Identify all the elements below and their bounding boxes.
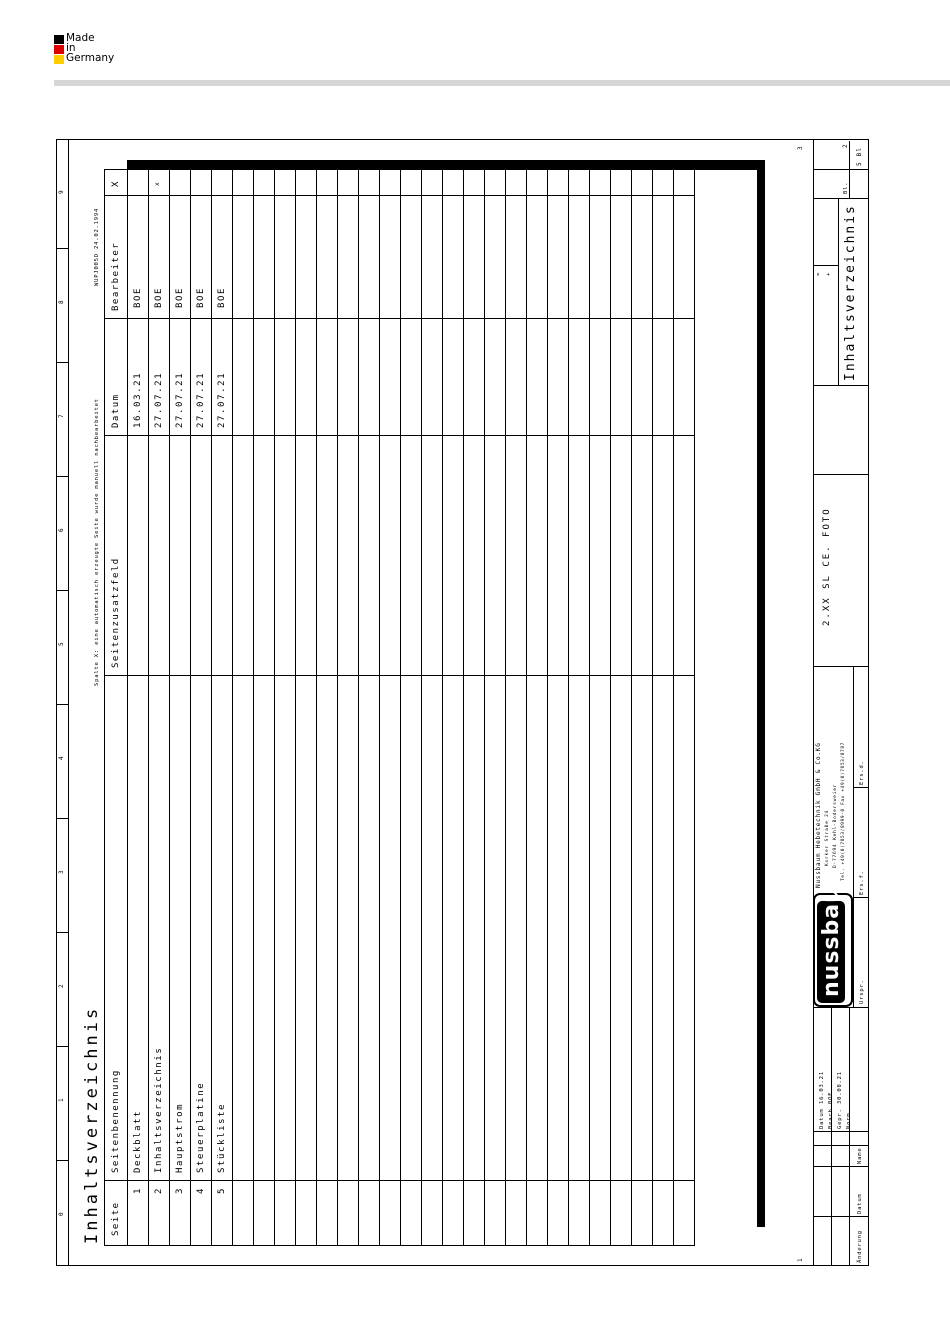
manual-edit-note: Spalte X: eine automatisch erzeugte Seite wurde manuell nachbearbeitet (94, 398, 100, 686)
made-in-germany-badge (54, 32, 134, 68)
table-row-line (253, 169, 254, 1246)
row-1-datum: 16.03.21 (133, 371, 143, 428)
table-header-divider (127, 169, 128, 1246)
table-row-line (148, 169, 149, 1246)
row-4-datum: 27.07.21 (196, 371, 206, 428)
company-name: Nussbaum Hebetechnik GmbH & Co.KG (815, 742, 822, 888)
tb-divider-5 (813, 385, 868, 386)
table-left-border (104, 1245, 694, 1246)
table-row-line (232, 169, 233, 1246)
col-divider-datum (104, 318, 694, 319)
next-page-number: 3 (797, 145, 804, 150)
badge-line-1: Made (66, 32, 95, 44)
zone-ruler-line (68, 139, 69, 1266)
table-row-line (526, 169, 527, 1246)
table-row-line (358, 169, 359, 1246)
tb-divider-2 (813, 1007, 868, 1008)
tb-divider-1 (813, 1166, 868, 1167)
zone-3: 3 (58, 870, 65, 874)
zone-6: 6 (58, 528, 65, 532)
row-4-bearbeiter: BOE (196, 286, 206, 308)
table-row-line (610, 169, 611, 1246)
row-3-benennung: Hauptstrom (175, 1102, 185, 1173)
title-block-top (813, 139, 814, 1266)
row-3-seite: 3 (175, 1186, 185, 1194)
zone-9: 9 (58, 190, 65, 194)
ersd-label: Ers.d. (859, 760, 865, 785)
nussbaum-logo (813, 862, 855, 1007)
badge-line-2: in (66, 42, 76, 54)
flag-stripe-black (54, 35, 64, 44)
row-2-bearbeiter: BOE (154, 286, 164, 308)
badge-line-3: Germany (66, 52, 115, 64)
table-row-line (463, 169, 464, 1246)
header-seite: Seite (111, 1201, 121, 1236)
row-4-seite: 4 (196, 1186, 206, 1194)
zone-4: 4 (58, 756, 65, 760)
table-row-line (316, 169, 317, 1246)
row-3-datum: 27.07.21 (175, 371, 185, 428)
table-row-line (400, 169, 401, 1246)
zone-7: 7 (58, 414, 65, 418)
row-5-datum: 27.07.21 (217, 371, 227, 428)
table-row-line (274, 169, 275, 1246)
prev-page-number: 1 (797, 1257, 804, 1262)
row-1-benennung: Deckblatt (133, 1109, 143, 1173)
logo-text: nussbaum (819, 862, 844, 997)
flag-stripe-red (54, 45, 64, 54)
table-top-border (104, 169, 105, 1246)
header-x: X (111, 180, 121, 187)
zone-2: 2 (58, 984, 65, 988)
gepr-label: Gepr. (837, 1108, 843, 1129)
table-row-line (694, 169, 695, 1246)
table-row-line (673, 169, 674, 1246)
table-row-line (295, 169, 296, 1246)
plus-marker: + (826, 271, 832, 276)
row-1-bearbeiter: BOE (133, 286, 143, 308)
table-row-line (589, 169, 590, 1246)
sheet-total: 5 Bl (856, 146, 863, 166)
row-5-benennung: Stückliste (217, 1102, 227, 1173)
datum-value: 16.03.21 (819, 1071, 825, 1104)
datum-label: Datum (819, 1108, 825, 1129)
tb-divider-3 (813, 666, 868, 667)
table-row-line (505, 169, 506, 1246)
table-row-line (169, 169, 170, 1246)
row-5-bearbeiter: BOE (217, 286, 227, 308)
norm-label: Norm (846, 1112, 852, 1129)
product-name: 2.XX SL CE. FOTO (822, 507, 832, 626)
row-4-benennung: Steuerplatine (196, 1081, 206, 1173)
flag-stripe-gold (54, 55, 64, 64)
title-block-page-title: Inhaltsverzeichnis (843, 204, 858, 381)
row-2-seite: 2 (154, 1186, 164, 1194)
row-3-bearbeiter: BOE (175, 286, 185, 308)
aenderung-datum-label: Datum (857, 1193, 863, 1214)
table-row-line (442, 169, 443, 1246)
row-2-x-mark: x (154, 181, 161, 186)
header-benennung: Seitenbenennung (111, 1069, 121, 1173)
col-divider-bearbeiter (104, 195, 694, 196)
company-street: Korker Straße 24 (825, 809, 830, 866)
table-row-line (337, 169, 338, 1246)
table-row-line (211, 169, 212, 1246)
table-row-line (568, 169, 569, 1246)
tb-divider-4 (813, 474, 868, 475)
col-divider-seite (104, 1180, 694, 1181)
col-divider-zusatz (104, 435, 694, 436)
header-datum: Datum (111, 393, 121, 428)
tb-divider-6 (813, 198, 868, 199)
drawing-sheet (56, 139, 869, 1266)
eq-marker: = (816, 271, 822, 276)
table-row-line (484, 169, 485, 1246)
template-code: WUPJ005D 24.02.1994 (94, 207, 100, 286)
ersf-label: Ers.f. (859, 870, 865, 895)
table-row-line (421, 169, 422, 1246)
gepr-value: 30.08.21 (837, 1071, 843, 1104)
table-row-line (631, 169, 632, 1246)
zone-1: 1 (58, 1098, 65, 1102)
scan-bar-bottom (757, 160, 765, 1227)
urspr-label: Urspr. (859, 979, 865, 1004)
table-row-line (652, 169, 653, 1246)
sheet-bl-label: Bl. (843, 181, 849, 194)
zone-5: 5 (58, 642, 65, 646)
row-2-benennung: Inhaltsverzeichnis (154, 1046, 164, 1173)
table-row-line (379, 169, 380, 1246)
zone-8: 8 (58, 300, 65, 304)
page-title: Inhaltsverzeichnis (82, 1005, 102, 1244)
company-contact: Tel. +49(0)7853/8999-0 Fax +49(0)7853/8787 (841, 742, 846, 881)
bearb-value: BOE (828, 1091, 834, 1104)
scan-bar-right (127, 160, 765, 170)
aenderung-label: Änderung (857, 1230, 863, 1263)
header-divider (54, 80, 950, 86)
table-row-line (190, 169, 191, 1246)
aenderung-name-label: Name (857, 1147, 863, 1164)
sheet-page-number: 2 (842, 143, 849, 148)
col-divider-benennung (104, 675, 694, 676)
company-city: D-77694 Kehl-Bodersweier (833, 783, 838, 868)
row-1-seite: 1 (133, 1186, 143, 1194)
table-row-line (547, 169, 548, 1246)
bearb-label: Bearb (828, 1108, 834, 1129)
header-bearbeiter: Bearbeiter (111, 241, 121, 311)
row-2-datum: 27.07.21 (154, 371, 164, 428)
row-5-seite: 5 (217, 1186, 227, 1194)
zone-0: 0 (58, 1212, 65, 1216)
header-zusatz: Seitenzusatzfeld (111, 557, 121, 668)
